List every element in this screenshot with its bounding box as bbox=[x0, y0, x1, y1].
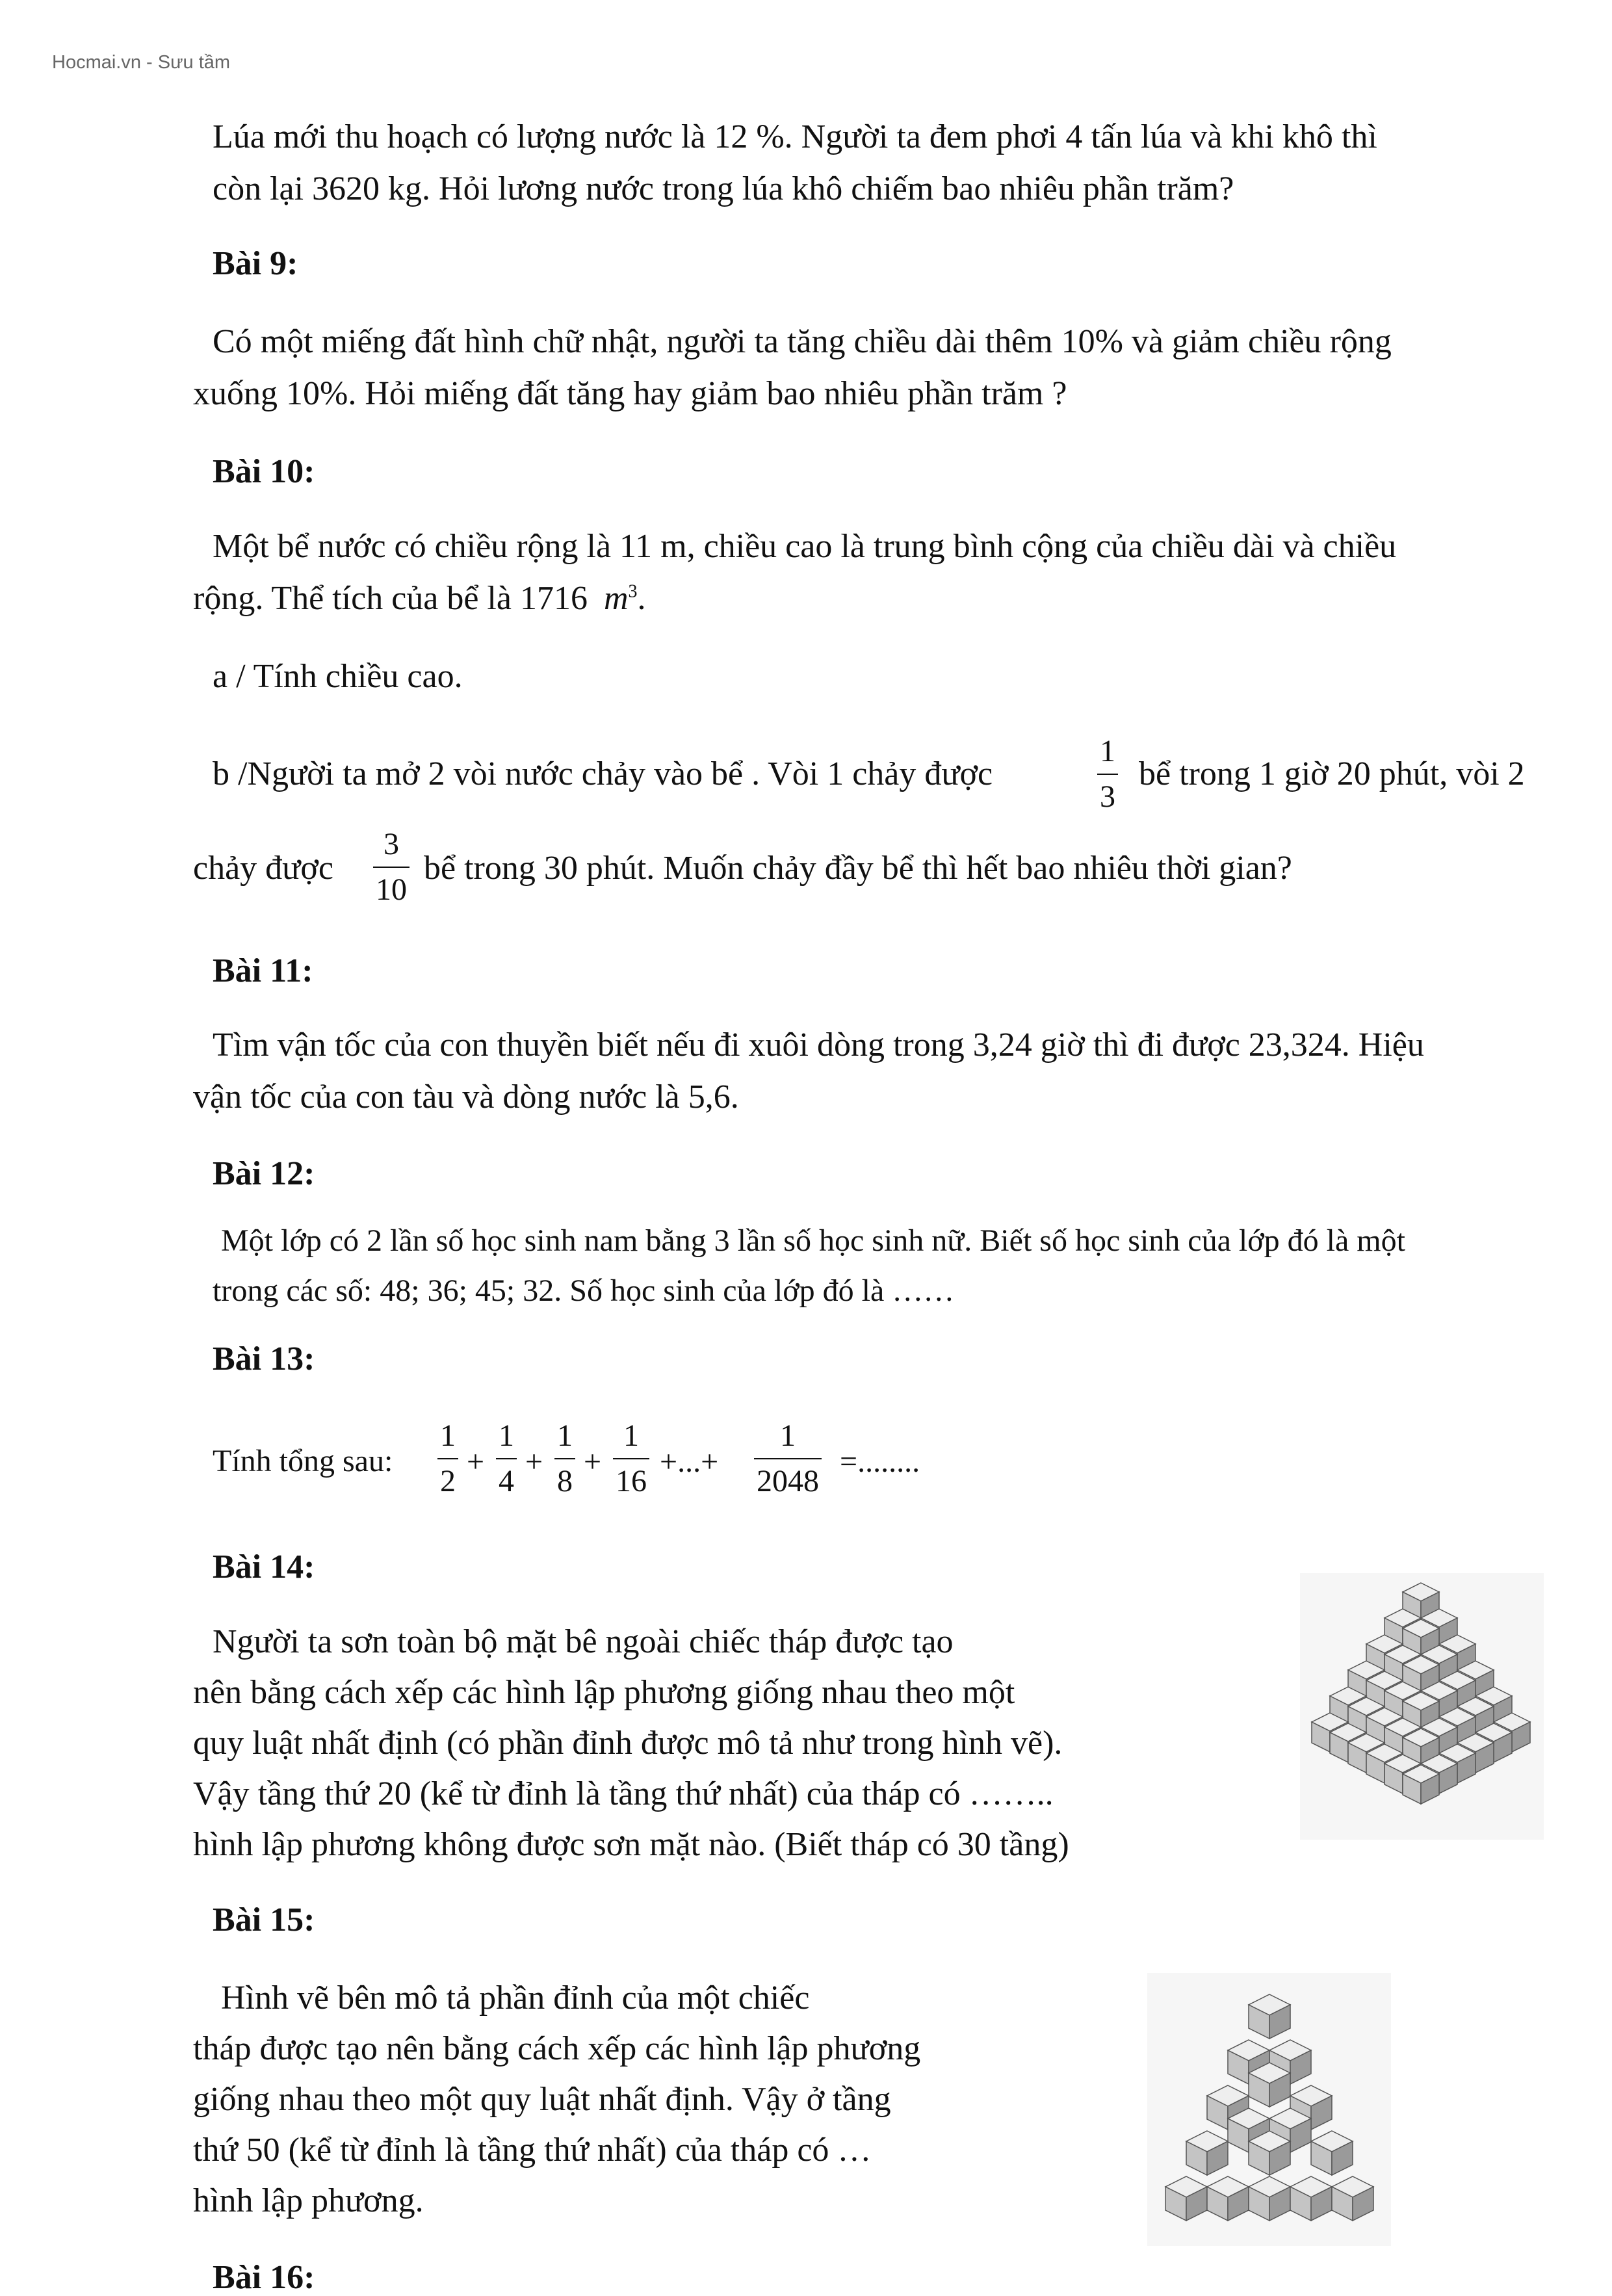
bai9-heading: Bài 9: bbox=[213, 245, 298, 282]
bai12-line1: Một lớp có 2 lần số học sinh nam bằng 3 lần số học sinh nữ. Biết số học sinh của lớp đó là một bbox=[221, 1223, 1405, 1258]
fraction-numerator: 1 bbox=[780, 1418, 796, 1453]
cube-pyramid-figure-14 bbox=[1300, 1573, 1544, 1840]
fraction-one-third bbox=[1097, 736, 1118, 813]
bai14-heading: Bài 14: bbox=[213, 1548, 315, 1585]
bai14-line1: Người ta sơn toàn bộ mặt bê ngoài chiếc tháp được tạo bbox=[213, 1623, 954, 1660]
fraction-numerator: 1 bbox=[623, 1418, 639, 1453]
fraction-numerator: 1 bbox=[1100, 734, 1115, 768]
plus-sign: + bbox=[584, 1444, 602, 1479]
bai15-heading: Bài 15: bbox=[213, 1901, 315, 1938]
bai9-line2: xuống 10%. Hỏi miếng đất tăng hay giảm bao nhiêu phần trăm ? bbox=[193, 375, 1067, 412]
bai14-line5: hình lập phương không được sơn mặt nào. (Biết tháp có 30 tầng) bbox=[193, 1826, 1069, 1863]
bai10-line1: Một bể nước có chiều rộng là 11 m, chiều cao là trung bình cộng của chiều dài và chiều bbox=[213, 528, 1397, 565]
plus-sign: + bbox=[467, 1444, 485, 1479]
fraction-denominator: 4 bbox=[499, 1464, 514, 1498]
bai10-part-a: a / Tính chiều cao. bbox=[213, 658, 463, 695]
fraction-denominator: 16 bbox=[616, 1464, 647, 1498]
bai14-line4: Vậy tầng thứ 20 (kể từ đỉnh là tầng thứ nhất) của tháp có …….. bbox=[193, 1775, 1054, 1812]
sum-term-1 bbox=[437, 1420, 458, 1497]
bai15-line2: tháp được tạo nên bằng cách xếp các hình lập phương bbox=[193, 2030, 921, 2067]
fraction-denominator: 10 bbox=[376, 872, 407, 907]
bai11-line1: Tìm vận tốc của con thuyền biết nếu đi xuôi dòng trong 3,24 giờ thì đi được 23,324. Hiệu bbox=[213, 1026, 1424, 1063]
bai12-heading: Bài 12: bbox=[213, 1155, 315, 1192]
plus-sign: + bbox=[525, 1444, 543, 1479]
equals-blank: =........ bbox=[840, 1444, 920, 1479]
bai8-line1: Lúa mới thu hoạch có lượng nước là 12 %. Người ta đem phơi 4 tấn lúa và khi khô thì bbox=[213, 118, 1377, 155]
bai9-line1: Có một miếng đất hình chữ nhật, người ta tăng chiều dài thêm 10% và giảm chiều rộng bbox=[213, 323, 1392, 360]
cube-tower-figure-15 bbox=[1147, 1973, 1391, 2246]
fraction-three-tenths bbox=[373, 829, 410, 906]
bai15-line5: hình lập phương. bbox=[193, 2182, 424, 2219]
bai15-line3: giống nhau theo một quy luật nhất định. Vậy ở tầng bbox=[193, 2081, 891, 2118]
fraction-numerator: 1 bbox=[557, 1418, 573, 1453]
bai10-line2 bbox=[193, 582, 646, 616]
sum-term-last bbox=[754, 1420, 822, 1497]
bai10-part-b-text: b /Người ta mở 2 vòi nước chảy vào bể . Vòi 1 chảy được bbox=[213, 755, 993, 792]
bai10-part-b-rest: bể trong 1 giờ 20 phút, vòi 2 bbox=[1139, 755, 1525, 792]
fraction-denominator: 2 bbox=[440, 1464, 456, 1498]
bai10-line2-text: rộng. Thể tích của bể là 1716 bbox=[193, 580, 588, 617]
bai10-line-c-post: bể trong 30 phút. Muốn chảy đầy bể thì hết bao nhiêu thời gian? bbox=[424, 850, 1292, 887]
bai16-heading: Bài 16: bbox=[213, 2259, 315, 2296]
bai15-line4: thứ 50 (kể từ đỉnh là tầng thứ nhất) của tháp có … bbox=[193, 2132, 872, 2169]
bai11-line2: vận tốc của con tàu và dòng nước là 5,6. bbox=[193, 1078, 739, 1115]
bai12-line2: trong các số: 48; 36; 45; 32. Số học sinh của lớp đó là …… bbox=[213, 1273, 955, 1308]
fraction-denominator: 8 bbox=[557, 1464, 573, 1498]
bai15-line1: Hình vẽ bên mô tả phần đỉnh của một chiếc bbox=[221, 1979, 810, 2016]
ellipsis-plus: +...+ bbox=[660, 1444, 719, 1479]
bai10-line-c-pre: chảy được bbox=[193, 850, 333, 887]
bai14-line3: quy luật nhất định (có phần đỉnh được mô tả như trong hình vẽ). bbox=[193, 1725, 1063, 1762]
bai10-unit-exp: 3 bbox=[628, 581, 638, 602]
cube-tower-image bbox=[1147, 1973, 1391, 2246]
bai13-label: Tính tổng sau: bbox=[213, 1444, 393, 1478]
bai11-heading: Bài 11: bbox=[213, 952, 313, 989]
fraction-denominator: 3 bbox=[1100, 779, 1115, 814]
page-header-source: Hocmai.vn - Sưu tầm bbox=[52, 52, 231, 73]
sum-term-4 bbox=[613, 1420, 649, 1497]
sum-term-2 bbox=[496, 1420, 517, 1497]
bai14-line2: nên bằng cách xếp các hình lập phương giống nhau theo một bbox=[193, 1674, 1015, 1711]
fraction-numerator: 1 bbox=[499, 1418, 514, 1453]
bai13-heading: Bài 13: bbox=[213, 1340, 315, 1377]
bai10-unit: m bbox=[603, 580, 629, 617]
fraction-numerator: 1 bbox=[440, 1418, 456, 1453]
fraction-numerator: 3 bbox=[384, 827, 399, 861]
sum-term-3 bbox=[554, 1420, 575, 1497]
cube-pyramid-image bbox=[1300, 1573, 1544, 1840]
fraction-denominator: 2048 bbox=[757, 1464, 819, 1498]
bai10-heading: Bài 10: bbox=[213, 453, 315, 490]
bai10-line2-end: . bbox=[637, 580, 646, 617]
bai8-line2: còn lại 3620 kg. Hỏi lương nước trong lúa khô chiếm bao nhiêu phần trăm? bbox=[213, 170, 1234, 207]
